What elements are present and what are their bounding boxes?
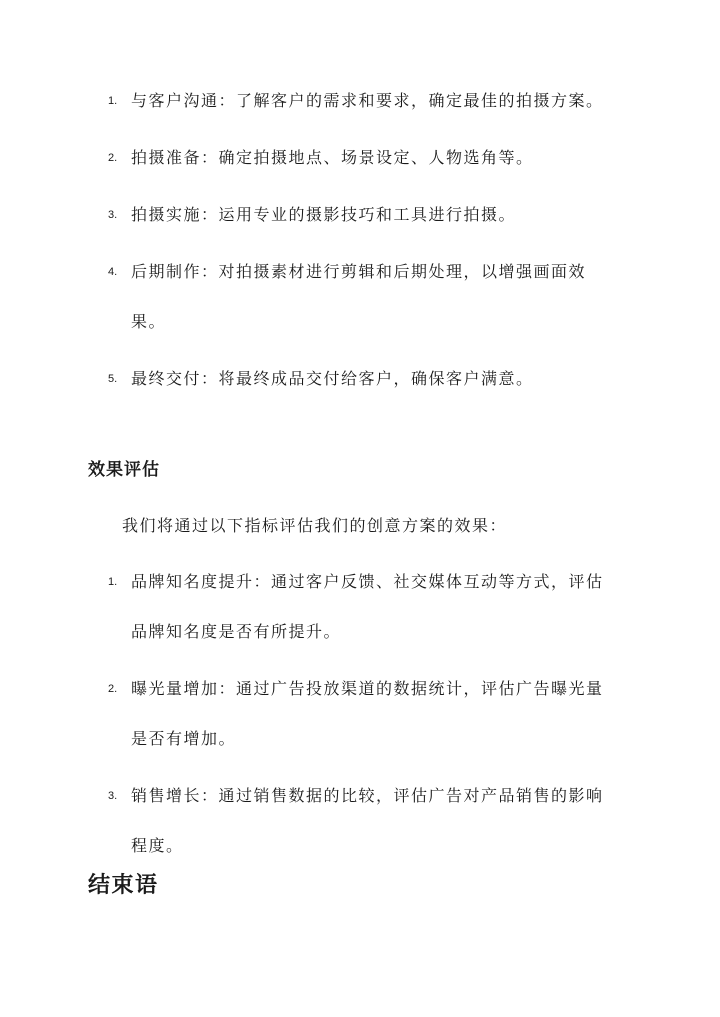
list-number: 2. xyxy=(108,683,118,695)
list-number: 1. xyxy=(108,95,118,107)
list-item xyxy=(0,557,720,657)
list-item-text: 拍摄实施：运用专业的摄影技巧和工具进行拍摄。 xyxy=(131,205,517,224)
section-heading-evaluation: 效果评估 xyxy=(88,460,160,480)
evaluation-metrics-list xyxy=(0,557,720,871)
evaluation-intro: 我们将通过以下指标评估我们的创意方案的效果： xyxy=(122,516,508,535)
list-item xyxy=(0,76,720,126)
list-number: 4. xyxy=(108,266,118,278)
list-number: 3. xyxy=(108,209,118,221)
list-item-text: 后期制作：对拍摄素材进行剪辑和后期处理，以增强画面效果。 xyxy=(131,262,587,331)
list-item-text: 最终交付：将最终成品交付给客户，确保客户满意。 xyxy=(131,369,534,388)
list-item-text: 销售增长：通过销售数据的比较，评估广告对产品销售的影响程度。 xyxy=(131,786,604,855)
list-item xyxy=(0,664,720,764)
list-item xyxy=(0,771,720,871)
list-item-text: 与客户沟通：了解客户的需求和要求，确定最佳的拍摄方案。 xyxy=(131,91,604,110)
list-item-text: 曝光量增加：通过广告投放渠道的数据统计，评估广告曝光量是否有增加。 xyxy=(131,679,604,748)
process-steps-list xyxy=(0,76,720,404)
list-number: 2. xyxy=(108,152,118,164)
list-number: 1. xyxy=(108,576,118,588)
list-number: 5. xyxy=(108,373,118,385)
list-number: 3. xyxy=(108,790,118,802)
list-item-text: 拍摄准备：确定拍摄地点、场景设定、人物选角等。 xyxy=(131,148,534,167)
list-item xyxy=(0,133,720,183)
list-item xyxy=(0,247,720,347)
list-item-text: 品牌知名度提升：通过客户反馈、社交媒体互动等方式，评估品牌知名度是否有所提升。 xyxy=(131,572,604,641)
section-heading-closing: 结束语 xyxy=(88,873,159,898)
list-item xyxy=(0,354,720,404)
list-item xyxy=(0,190,720,240)
